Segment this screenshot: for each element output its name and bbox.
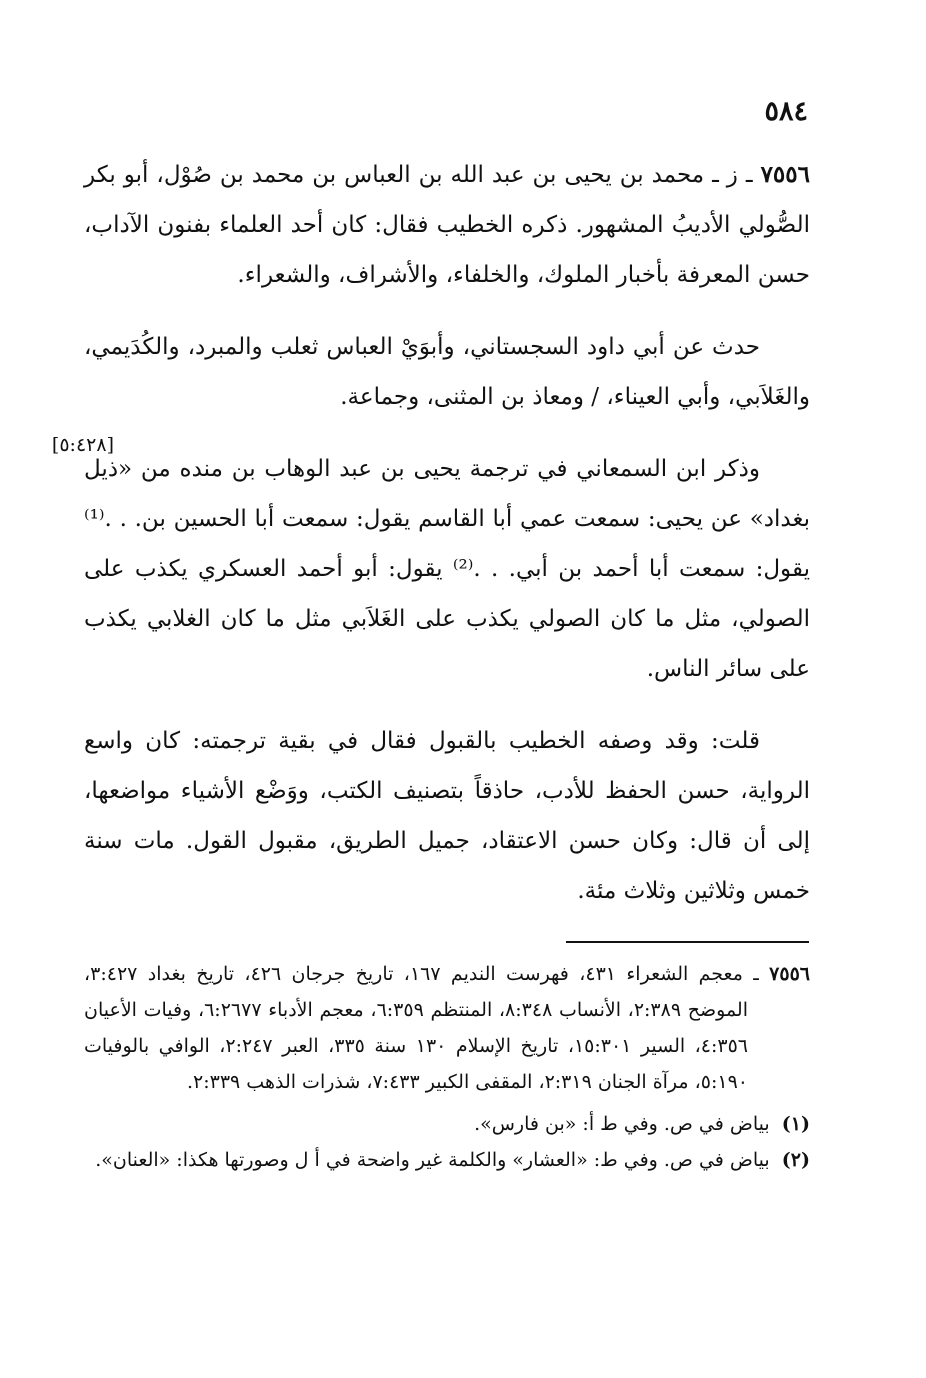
paragraph-teachers: حدث عن أبي داود السجستاني، وأبوَيْ العباس ثعلب والمبرد، والكُدَيمي، والغَلاَبي، وأبي العيناء، / ومعاذ بن المثنى، وجماعة. <box>84 334 810 410</box>
footnote-sources <box>84 956 810 1100</box>
footnote-divider <box>566 941 809 943</box>
paragraph-author-note: قلت: وقد وصفه الخطيب بالقبول فقال في بقية ترجمته: كان واسع الرواية، حسن الحفظ للأدب، حاذقاً بتصنيف الكتب، ووَضْع الأشياء مواضعها، إلى أن قال: وكان حسن الاعتقاد، جميل الطريق، مقبول القول. مات سنة خمس وثلاثين وثلاث مئة. <box>84 728 810 904</box>
footnote-sources-number: ٧٥٥٦ <box>769 963 810 985</box>
entry-paragraph <box>84 150 810 300</box>
footnote-1 <box>84 1106 810 1142</box>
footnote-number: (٢) <box>781 1149 810 1171</box>
margin-volume-reference: [٥:٤٢٨] <box>51 434 114 456</box>
footnote-sources-text: ـ معجم الشعراء ٤٣١، فهرست النديم ١٦٧، تاريخ جرجان ٤٢٦، تاريخ بغداد ٣:٤٢٧، الموضح ٢:٣٨٩، الأنساب ٨:٣٤٨، المنتظم ٦:٣٥٩، معجم الأدباء ٦:٢٦٧٧، وفيات الأعيان ٤:٣٥٦، السير ١٥:٣٠١، تاريخ الإسلام ١٣٠ سنة ٣٣٥، العبر ٢:٢٤٧، الوافي بالوفيات ٥:١٩٠، مرآة الجنان ٢:٣١٩، المقفى الكبير ٧:٤٣٣، شذرات الذهب ٢:٣٣٩. <box>84 963 759 1093</box>
paragraph-samaani: وذكر ابن السمعاني في ترجمة يحيى بن عبد الوهاب بن منده من «ذيل بغداد» عن يحيى: سمعت عمي أبا القاسم يقول: سمعت أبا الحسين بن. . .⁽¹⁾ يقول: سمعت أبا أحمد بن أبي. . .⁽²⁾ يقول: أبو أحمد العسكري يكذب على الصولي، مثل ما كان الصولي يكذب على الغَلاَبي مثل ما كان الغلابي يكذب على سائر الناس. <box>84 456 810 682</box>
entry-number: ٧٥٥٦ <box>760 161 810 188</box>
footnote-2 <box>84 1142 810 1178</box>
main-text <box>84 150 810 938</box>
entry-heading: ـ ز ـ محمد بن يحيى بن عبد الله بن العباس بن محمد بن صُوْل، أبو بكر الصُّولي الأديبُ المشهور. ذكره الخطيب فقال: كان أحد العلماء بفنون الآداب، حسن المعرفة بأخبار الملوك، والخلفاء، والأشراف، والشعراء. <box>84 162 810 288</box>
footnote-text: بياض في ص. وفي ط أ: «بن فارس». <box>474 1113 770 1135</box>
footnote-text: بياض في ص. وفي ط: «العشار» والكلمة غير واضحة في أ ل وصورتها هكذا: «العنان». <box>95 1149 770 1171</box>
footnote-number: (١) <box>781 1113 810 1135</box>
footnotes <box>84 956 810 1178</box>
page-number: ٥٨٤ <box>764 96 808 127</box>
